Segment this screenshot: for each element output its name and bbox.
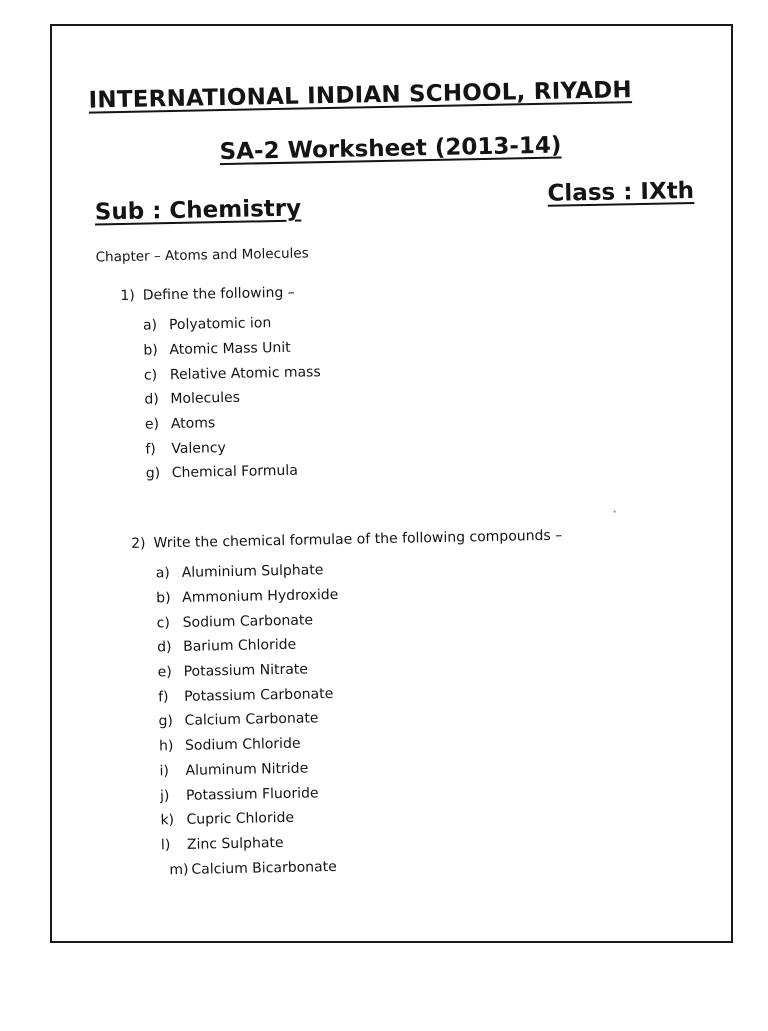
list-item [144, 384, 321, 412]
question-1-heading [120, 284, 319, 310]
question-prompt: Write the chemical formulae of the following compounds – [153, 527, 563, 552]
item-marker: e) [157, 664, 172, 681]
item-marker: k) [160, 812, 175, 829]
item-marker: a) [155, 565, 170, 582]
question-1-items [143, 310, 323, 486]
item-text: Polyatomic ion [168, 315, 272, 334]
item-marker: h) [158, 738, 174, 755]
item-marker: m) [169, 861, 189, 878]
item-text: Sodium Carbonate [182, 612, 314, 631]
question-number: 1) [120, 287, 135, 305]
school-name: INTERNATIONAL INDIAN SCHOOL, RIYADH [88, 77, 633, 114]
item-text: Cupric Chloride [186, 810, 295, 829]
item-marker: b) [156, 590, 171, 607]
item-text: Molecules [170, 390, 241, 408]
item-marker: j) [159, 787, 170, 804]
list-item [146, 458, 323, 486]
item-text: Potassium Carbonate [183, 685, 334, 705]
item-marker: d) [157, 639, 172, 656]
item-text: Ammonium Hydroxide [182, 586, 339, 606]
item-marker: l) [160, 837, 171, 854]
item-marker: g) [158, 713, 174, 730]
item-text: Chemical Formula [171, 463, 298, 482]
question-2-items [156, 554, 569, 883]
item-text: Valency [171, 439, 226, 457]
question-prompt: Define the following – [142, 284, 295, 304]
question-number: 2) [131, 535, 146, 552]
item-marker: g) [145, 465, 161, 483]
item-text: Atomic Mass Unit [169, 339, 291, 359]
question-1 [120, 284, 323, 487]
item-marker: e) [144, 416, 160, 433]
item-text: Relative Atomic mass [169, 363, 321, 383]
list-item [144, 360, 321, 388]
item-marker: f) [157, 688, 169, 706]
list-item [143, 335, 320, 363]
item-marker: a) [142, 317, 158, 334]
item-text: Calcium Bicarbonate [191, 858, 337, 878]
chapter-heading: Chapter – Atoms and Molecules [95, 245, 309, 266]
item-text: Potassium Nitrate [183, 661, 309, 680]
class-label: Class : IXth [547, 177, 695, 207]
item-marker: c) [156, 614, 171, 632]
list-item [145, 434, 322, 462]
worksheet-title: SA-2 Worksheet (2013-14) [219, 132, 562, 166]
question-2 [131, 528, 569, 883]
item-text: Atoms [170, 415, 216, 433]
list-item [143, 310, 320, 338]
subject-label: Sub : Chemistry [94, 195, 302, 226]
item-marker: i) [159, 763, 170, 780]
item-text: Calcium Carbonate [184, 710, 319, 730]
item-text: Aluminum Nitride [185, 760, 309, 779]
item-marker: c) [143, 367, 158, 384]
item-text: Zinc Sulphate [186, 834, 284, 853]
list-item [145, 409, 322, 437]
item-text: Aluminium Sulphate [181, 562, 324, 582]
item-marker: d) [144, 391, 159, 408]
item-marker: f) [145, 441, 156, 458]
question-2-heading [131, 528, 562, 558]
item-text: Barium Chloride [183, 637, 297, 656]
item-text: Potassium Fluoride [185, 784, 319, 804]
item-text: Sodium Chloride [184, 735, 301, 755]
item-marker: b) [143, 342, 158, 359]
scan-speck [614, 511, 616, 513]
